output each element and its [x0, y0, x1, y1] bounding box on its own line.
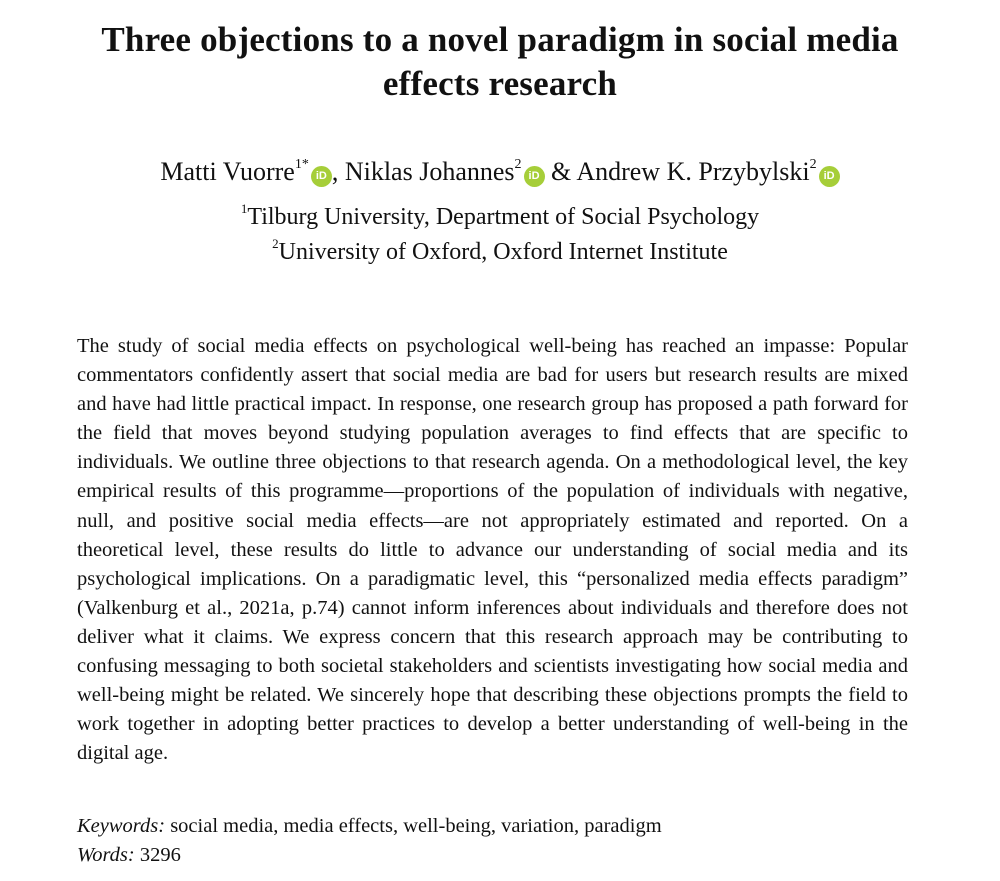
paper-title — [0, 18, 1000, 106]
keywords-value: social media, media effects, well-being, variation, paradigm — [170, 815, 662, 837]
orcid-icon[interactable]: iD — [311, 166, 332, 187]
author-1 — [160, 157, 331, 186]
words-value: 3296 — [139, 844, 181, 866]
affiliation-text: Tilburg University, Department of Social Psychology — [247, 204, 760, 230]
author-affiliation-mark: 2 — [809, 157, 817, 172]
affiliation-2 — [0, 235, 1000, 270]
author-name: Matti Vuorre — [160, 157, 295, 186]
affiliation-1 — [0, 200, 1000, 235]
abstract-text: The study of social media effects on psychological well-being has reached an impasse: Popular commentators confidently assert that social media are bad for users but research results are mixed and have had little practical impact. In response, one research group has proposed a path forward for the field that moves beyond studying population averages to find effects that are specific to individuals. We outline three objections to that research agenda. On a methodological level, the key empirical results of this programme—proportions of the population of individuals with negative, null, and positive social media effects—are not appropriately estimated and reported. On a theoretical level, these results do little to advance our understanding of social media and its psychological implications. On a paradigmatic level, this “personalized media effects paradigm” (Valkenburg et al., 2021a, p.74) cannot inform inferences about individuals and therefore does not deliver what it claims. We express concern that this research approach may be contributing to confusing messaging to both societal stakeholders and scientists investigating how social media and well-being might be related. We sincerely hope that describing these objections prompts the field to work together in adopting better practices to develop a better understanding of well-being in the digital age. — [77, 335, 908, 765]
word-count-row — [77, 841, 908, 870]
paper-metadata — [77, 812, 908, 870]
author-affiliation-mark: 1* — [294, 157, 309, 172]
affiliation-text: University of Oxford, Oxford Internet Institute — [278, 239, 728, 265]
orcid-icon[interactable]: iD — [819, 166, 840, 187]
affiliation-mark: 1 — [240, 201, 248, 216]
orcid-icon[interactable]: iD — [524, 166, 545, 187]
author-name: Niklas Johannes — [344, 157, 515, 186]
keywords-row — [77, 812, 908, 841]
author-name: Andrew K. Przybylski — [576, 157, 810, 186]
title-line-1: Three objections to a novel paradigm in social media — [101, 20, 899, 59]
author-3 — [576, 157, 839, 186]
affiliation-mark: 2 — [272, 236, 279, 251]
keywords-label: Keywords: — [77, 815, 166, 837]
author-separator: & — [544, 157, 577, 186]
author-separator: , — [331, 157, 345, 186]
author-list — [0, 153, 1000, 191]
author-affiliation-mark: 2 — [514, 157, 522, 172]
title-line-2: effects research — [382, 64, 618, 103]
words-label: Words: — [77, 844, 135, 866]
affiliation-list — [0, 200, 1000, 270]
author-2 — [345, 157, 545, 186]
